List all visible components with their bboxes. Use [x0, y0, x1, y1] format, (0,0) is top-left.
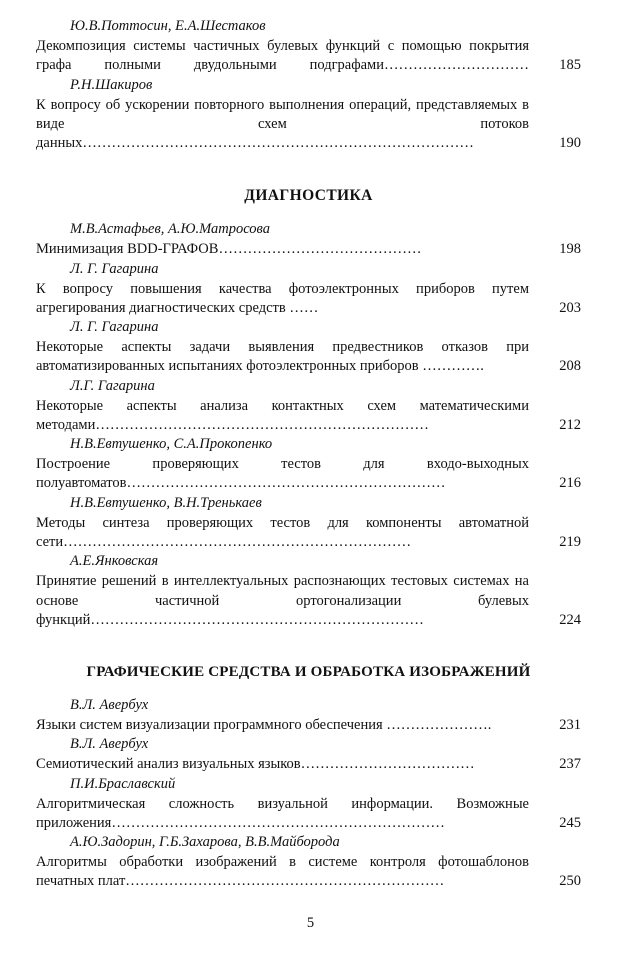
- section-heading: ДИАГНОСТИКА: [244, 187, 373, 205]
- section-heading: ГРАФИЧЕСКИЕ СРЕДСТВА И ОБРАБОТКА ИЗОБРАЖЕНИЙ: [86, 664, 531, 681]
- entry-title: К вопросу об ускорении повторного выполнения операций, представляемых в виде схем потоков данных………………………………………………………………………: [36, 96, 529, 152]
- toc-entry: [36, 736, 581, 774]
- entry-body: [36, 96, 581, 154]
- entry-body: [36, 716, 581, 735]
- entry-authors: Л. Г. Гагарина: [70, 260, 159, 277]
- toc-entry: [36, 553, 581, 630]
- entry-body: [36, 514, 581, 553]
- entry-page-number: 237: [559, 756, 581, 773]
- entry-title: Построение проверяющих тестов для входо-выходных полуавтоматов…………………………………………………………: [36, 456, 529, 492]
- entry-title: Языки систем визуализации программного обеспечения ………………….: [36, 717, 492, 734]
- entry-title: Минимизация BDD-ГРАФОВ……………………………………: [36, 241, 422, 258]
- entry-page-number: 203: [559, 299, 581, 316]
- entry-body: [36, 455, 581, 494]
- entry-body: [36, 338, 581, 377]
- entry-authors: М.В.Астафьев, А.Ю.Матросова: [70, 221, 270, 238]
- toc-section-graphics: [36, 664, 581, 892]
- entry-title: Методы синтеза проверяющих тестов для компоненты автоматной сети………………………………………………………………: [36, 514, 529, 550]
- toc-entry: [36, 261, 581, 319]
- entry-page-number: 231: [559, 717, 581, 734]
- toc-section-diagnostics: [36, 187, 581, 630]
- toc-entry: [36, 436, 581, 494]
- entry-authors: А.Е.Янковская: [70, 553, 159, 570]
- entry-authors: Л. Г. Гагарина: [70, 319, 159, 336]
- toc-entry: [36, 697, 581, 735]
- entry-page-number: 224: [559, 611, 581, 628]
- entry-page-number: 216: [559, 475, 581, 492]
- toc-section-continuation: [36, 18, 581, 153]
- entry-page-number: 245: [559, 814, 581, 831]
- entry-body: [36, 853, 581, 892]
- entry-title: Некоторые аспекты анализа контактных схем математическими методами……………………………………………………………: [36, 397, 529, 433]
- entry-authors: Н.В.Евтушенко, С.А.Прокопенко: [70, 436, 273, 453]
- entry-title: Принятие решений в интеллектуальных распознающих тестовых системах на основе частичной ортогонализации булевых функций……………………………………………………………: [36, 573, 529, 628]
- entry-authors: Ю.В.Поттосин, Е.А.Шестаков: [70, 18, 266, 34]
- toc-entry: [36, 319, 581, 377]
- toc-entry: [36, 495, 581, 553]
- entry-authors: Л.Г. Гагарина: [70, 377, 155, 394]
- entry-body: [36, 240, 581, 259]
- toc-entry: [36, 221, 581, 259]
- entry-title: Алгоритмическая сложность визуальной информации. Возможные приложения……………………………………………………………: [36, 795, 529, 831]
- entry-title: Алгоритмы обработки изображений в системе контроля фотошаблонов печатных плат…………………………………………………………: [36, 854, 529, 890]
- toc-entry: [36, 834, 581, 892]
- toc-entry: [36, 378, 581, 436]
- entry-body: [36, 280, 581, 319]
- entry-authors: А.Ю.Задорин, Г.Б.Захарова, В.В.Майборода: [70, 834, 340, 851]
- entry-page-number: 198: [559, 241, 581, 258]
- entry-body: [36, 795, 581, 834]
- toc-entry: [36, 18, 581, 76]
- entry-authors: Р.Н.Шакиров: [70, 76, 153, 93]
- entry-authors: В.Л. Авербух: [70, 697, 149, 714]
- toc-entry: [36, 776, 581, 834]
- page-number: 5: [306, 915, 315, 931]
- toc-entry: [36, 77, 581, 154]
- entry-body: [36, 37, 581, 76]
- entry-body: [36, 572, 581, 630]
- entry-page-number: 212: [559, 416, 581, 433]
- entry-page-number: 250: [559, 873, 581, 890]
- entry-body: [36, 397, 581, 436]
- entry-authors: Н.В.Евтушенко, В.Н.Тренькаев: [70, 494, 262, 511]
- entry-authors: П.И.Браславский: [70, 775, 176, 792]
- entry-page-number: 219: [559, 533, 581, 550]
- entry-title: Некоторые аспекты задачи выявления предвестников отказов при автоматизированных испытаниях фотоэлектронных приборов ………….: [36, 339, 529, 375]
- entry-title: Декомпозиция системы частичных булевых функций с помощью покрытия графа полными двудольными подграфами…………………………: [36, 37, 529, 74]
- entry-page-number: 185: [559, 57, 581, 74]
- entry-page-number: 190: [559, 135, 581, 152]
- entry-body: [36, 755, 581, 774]
- entry-page-number: 208: [559, 358, 581, 375]
- entry-title: К вопросу повышения качества фотоэлектронных приборов путем агрегирования диагностических средств ……: [36, 280, 529, 316]
- entry-title: Семиотический анализ визуальных языков………………………………: [36, 756, 475, 773]
- entry-authors: В.Л. Авербух: [70, 736, 149, 753]
